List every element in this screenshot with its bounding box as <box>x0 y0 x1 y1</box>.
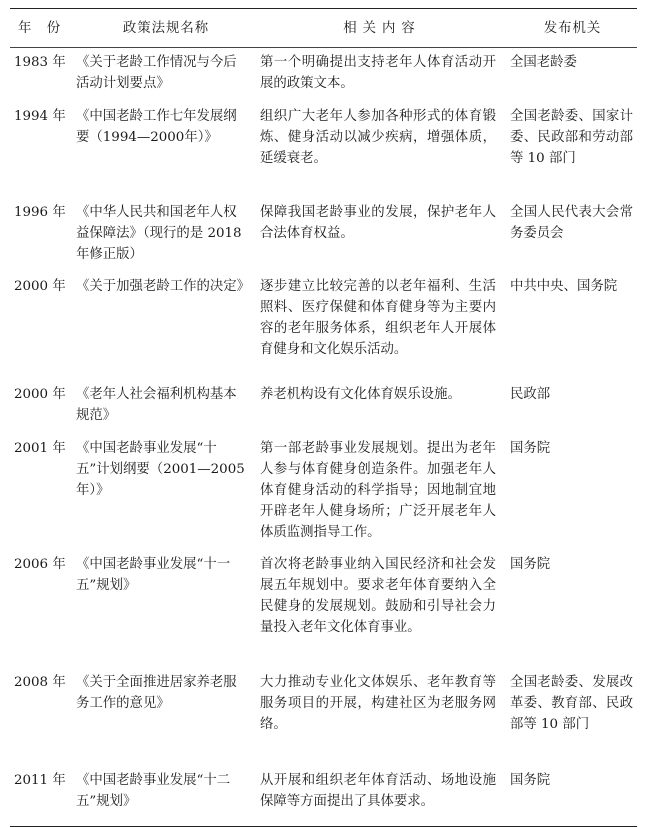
cell-org: 民政部 <box>510 387 551 402</box>
cell-policy-name: 《中国老龄事业发展“十一五”规划》 <box>76 557 231 593</box>
cell-content: 逐步建立比较完善的以老年福利、生活照料、医疗保健和体育健身等为主要内容的老年服务体系，组织老年人开展体育健身和文化娱乐活动。 <box>260 279 496 357</box>
table-row <box>10 272 637 380</box>
cell-org: 全国人民代表大会常务委员会 <box>510 205 633 241</box>
header-content: 相关内容 <box>256 9 508 48</box>
cell-content: 养老机构设有文化体育娱乐设施。 <box>260 387 461 402</box>
cell-org: 全国老龄委、发展改革委、教育部、民政部等 10 部门 <box>510 675 633 732</box>
cell-content: 大力推动专业化文体娱乐、老年教育等服务项目的开展，构建社区为老服务网络。 <box>260 675 496 732</box>
cell-policy-name: 《关于老龄工作情况与今后活动计划要点》 <box>76 55 237 91</box>
cell-content: 组织广大老年人参加各种形式的体育锻炼、健身活动以减少疾病，增强体质，延缓衰老。 <box>260 109 496 166</box>
cell-org: 中共中央、国务院 <box>510 279 618 294</box>
cell-content: 从开展和组织老年体育活动、场地设施保障等方面提出了具体要求。 <box>256 766 508 827</box>
cell-org: 国务院 <box>508 766 637 827</box>
table-row <box>10 434 637 550</box>
cell-year: 1996 年 <box>14 205 66 220</box>
cell-policy-name: 《中华人民共和国老年人权益保障法》（现行的是 2018 年修正版） <box>76 205 242 262</box>
cell-content: 保障我国老龄事业的发展，保护老年人合法体育权益。 <box>260 205 496 241</box>
cell-org: 全国老龄委 <box>510 55 577 70</box>
table-row <box>10 102 637 198</box>
table-row <box>10 380 637 434</box>
cell-year: 2008 年 <box>14 675 66 690</box>
cell-content: 首次将老龄事业纳入国民经济和社会发展五年规划中。要求老年体育要纳入全民健身的发展规划。鼓励和引导社会力量投入老年文化体育事业。 <box>260 557 496 635</box>
table-row <box>10 766 637 827</box>
table-row <box>10 668 637 766</box>
header-org: 发布机关 <box>508 9 637 48</box>
cell-year: 2001 年 <box>14 441 66 456</box>
cell-year: 1994 年 <box>14 109 66 124</box>
cell-org: 国务院 <box>510 557 551 572</box>
header-row <box>10 9 637 48</box>
cell-policy-name: 《老年人社会福利机构基本规范》 <box>76 387 237 423</box>
cell-year: 2006 年 <box>14 557 66 572</box>
cell-year: 2000 年 <box>14 387 66 402</box>
cell-policy-name: 《中国老龄工作七年发展纲要（1994—2000年）》 <box>76 109 237 145</box>
cell-year: 1983 年 <box>14 55 66 70</box>
cell-org: 国务院 <box>510 441 551 456</box>
policy-table <box>10 8 637 827</box>
cell-org: 全国老龄委、国家计委、民政部和劳动部等 10 部门 <box>510 109 633 166</box>
table-body <box>10 48 637 827</box>
header-year: 年 份 <box>10 9 76 48</box>
cell-year: 2000 年 <box>14 279 66 294</box>
cell-year: 2011 年 <box>10 766 76 827</box>
header-name: 政策法规名称 <box>76 9 256 48</box>
cell-policy-name: 《关于加强老龄工作的决定》 <box>76 279 251 294</box>
table-row <box>10 48 637 103</box>
cell-policy-name: 《中国老龄事业发展“十五”计划纲要（2001—2005 年）》 <box>76 441 245 498</box>
table-row <box>10 550 637 668</box>
cell-content: 第一部老龄事业发展规划。提出为老年人参与体育健身创造条件。加强老年人体育健身活动的科学指导；因地制宜地开辟老年人健身场所；广泛开展老年人体质监测指导工作。 <box>260 441 496 540</box>
table-row <box>10 198 637 272</box>
table-header <box>10 9 637 48</box>
cell-policy-name: 《关于全面推进居家养老服务工作的意见》 <box>76 675 237 711</box>
cell-policy-name: 《中国老龄事业发展“十二五”规划》 <box>76 766 256 827</box>
cell-content: 第一个明确提出支持老年人体育活动开展的政策文本。 <box>260 55 496 91</box>
